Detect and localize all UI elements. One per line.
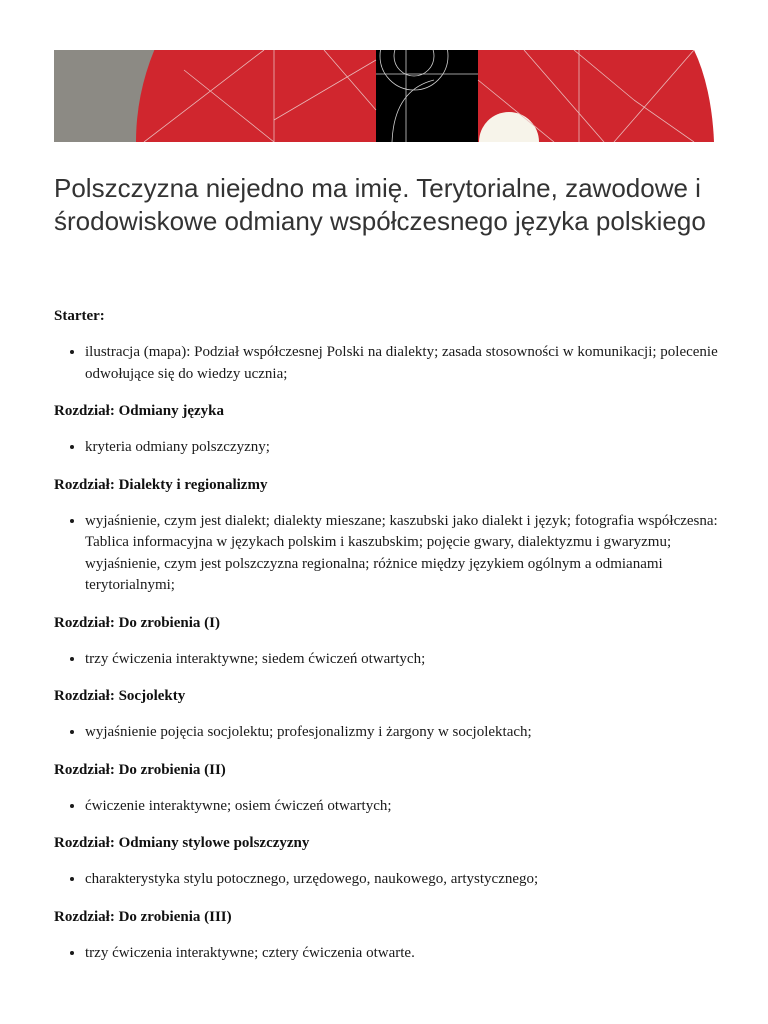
section-list xyxy=(54,437,724,459)
section-heading: Rozdział: Dialekty i regionalizmy xyxy=(54,476,268,493)
banner-graphic xyxy=(54,50,714,142)
section-heading: Rozdział: Odmiany stylowe polszczyzny xyxy=(54,835,310,851)
section-heading: Rozdział: Socjolekty xyxy=(54,688,186,704)
banner-black-block xyxy=(376,50,478,142)
list-item: • trzy ćwiczenia interaktywne; cztery ćwiczenia otwarte. xyxy=(85,943,724,965)
section-list xyxy=(54,796,724,818)
list-item: • trzy ćwiczenia interaktywne; siedem ćwiczeń otwartych; xyxy=(85,649,724,671)
section-heading: Rozdział: Odmiany języka xyxy=(54,403,224,419)
section-list xyxy=(54,342,724,385)
section-list xyxy=(54,943,724,965)
list-item: • wyjaśnienie, czym jest dialekt; dialekty mieszane; kaszubski jako dialekt i język; fotografia współczesna: Tablica informacyjna w językach polskim i kaszubskim; pojęcie gwary, dialektyzmu i gwaryzmu; wyjaśnienie, czym jest polszczyzna regionalna; różnice między językiem ogólnym a odmianami terytorialnymi; xyxy=(85,511,724,597)
section-list xyxy=(54,511,724,597)
list-item: • kryteria odmiany polszczyzny; xyxy=(85,437,724,459)
section-heading: Rozdział: Do zrobienia (II) xyxy=(54,761,226,778)
section-list xyxy=(54,869,724,891)
list-item: • wyjaśnienie pojęcia socjolektu; profesjonalizmy i żargony w socjolektach; xyxy=(85,722,724,744)
section-heading: Rozdział: Do zrobienia (I) xyxy=(54,614,220,631)
section-list xyxy=(54,649,724,671)
section-heading: Starter: xyxy=(54,308,105,324)
section-list xyxy=(54,722,724,744)
banner-red-arc-left xyxy=(136,50,376,142)
section-heading: Rozdział: Do zrobienia (III) xyxy=(54,908,232,925)
header-banner xyxy=(54,50,714,142)
list-item: • ilustracja (mapa): Podział współczesnej Polski na dialekty; zasada stosowności w komunikacji; polecenie odwołujące się do wiedzy ucznia; xyxy=(85,342,724,385)
list-item: • ćwiczenie interaktywne; osiem ćwiczeń otwartych; xyxy=(85,796,724,818)
list-item: • charakterystyka stylu potocznego, urzędowego, naukowego, artystycznego; xyxy=(85,869,724,891)
document-content xyxy=(54,306,724,980)
document-title: Polszczyzna niejedno ma imię. Terytorialne, zawodowe i środowiskowe odmiany współczesnego języka polskiego xyxy=(54,173,706,236)
